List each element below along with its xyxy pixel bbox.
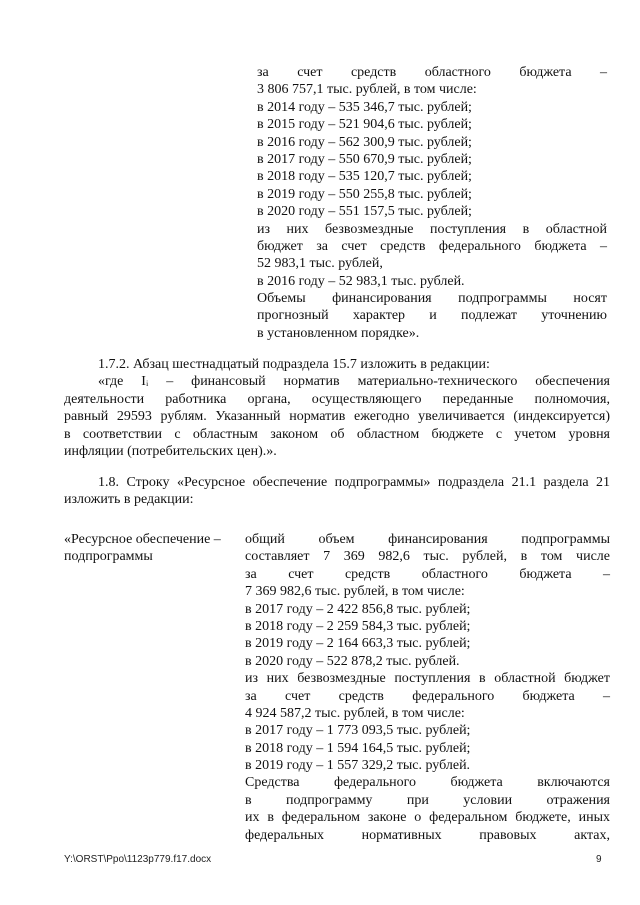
resource-row-label-line-1: «Ресурсное обеспечение – bbox=[64, 532, 221, 547]
funding-continuation-block bbox=[257, 64, 607, 342]
funding-line: в 2020 году – 551 157,5 тыс. рублей; bbox=[257, 204, 472, 220]
funding-line: бюджет за счет средств федерального бюджета – bbox=[257, 238, 607, 254]
resource-row-label bbox=[64, 531, 240, 566]
funding-line: 3 806 757,1 тыс. рублей, в том числе: bbox=[257, 82, 477, 98]
section-1-8-line-1: 1.8. Строку «Ресурсное обеспечение подпрограммы» подраздела 21.1 раздела 21 bbox=[98, 475, 610, 490]
section-1-8 bbox=[64, 474, 610, 509]
resource-line: составляет 7 369 982,6 тыс. рублей, в том числе bbox=[245, 549, 610, 565]
funding-line: в 2015 году – 521 904,6 тыс. рублей; bbox=[257, 117, 472, 133]
funding-line: из них безвозмездные поступления в областной bbox=[257, 221, 607, 237]
funding-line: в 2019 году – 550 255,8 тыс. рублей; bbox=[257, 186, 472, 202]
resource-line: за счет средств областного бюджета – bbox=[245, 566, 610, 582]
quote-line: инфляции (потребительских цен).». bbox=[64, 443, 277, 459]
quote-line: деятельности работника органа, осуществляющего переданные полномочия, bbox=[64, 391, 610, 407]
section-1-7-2-quote bbox=[64, 373, 610, 460]
quote-line: «где Iᵢ – финансовый норматив материально-технического обеспечения bbox=[98, 374, 610, 390]
resource-line: в 2019 году – 2 164 663,3 тыс. рублей; bbox=[245, 636, 471, 652]
resource-line: из них безвозмездные поступления в областной бюджет bbox=[245, 671, 610, 687]
resource-row-label-line-2: подпрограммы bbox=[64, 549, 153, 565]
funding-line: в установленном порядке». bbox=[257, 325, 420, 341]
section-1-7-2 bbox=[64, 356, 610, 460]
resource-row-text bbox=[245, 531, 610, 844]
resource-line: федеральных нормативных правовых актах, bbox=[245, 827, 610, 843]
resource-line: 4 924 587,2 тыс. рублей, в том числе: bbox=[245, 705, 465, 721]
quote-line: в соответствии с областным законом об областном бюджете с учетом уровня bbox=[64, 426, 610, 442]
resource-line: Средства федерального бюджета включаются bbox=[245, 775, 610, 791]
section-1-8-line-2: изложить в редакции: bbox=[64, 492, 194, 508]
resource-line: общий объем финансирования подпрограммы bbox=[245, 532, 610, 547]
resource-line: в 2020 году – 522 878,2 тыс. рублей. bbox=[245, 653, 460, 669]
resource-line: в подпрограмму при условии отражения bbox=[245, 792, 610, 808]
footer-file-path: Y:\ORST\Ppo\1123p779.f17.docx bbox=[64, 854, 212, 865]
quote-line: равный 29593 рублям. Указанный норматив ежегодно увеличивается (индексируется) bbox=[64, 409, 610, 425]
funding-line: в 2014 году – 535 346,7 тыс. рублей; bbox=[257, 99, 472, 115]
funding-line: в 2017 году – 550 670,9 тыс. рублей; bbox=[257, 151, 472, 167]
resource-line: 7 369 982,6 тыс. рублей, в том числе: bbox=[245, 584, 465, 600]
resource-line: в 2017 году – 2 422 856,8 тыс. рублей; bbox=[245, 601, 471, 617]
page-number: 9 bbox=[596, 854, 602, 865]
resource-line: их в федеральном законе о федеральном бюджете, иных bbox=[245, 810, 610, 826]
resource-line: в 2019 году – 1 557 329,2 тыс. рублей. bbox=[245, 758, 471, 774]
funding-line: в 2016 году – 52 983,1 тыс. рублей. bbox=[257, 273, 465, 289]
section-1-7-2-heading: 1.7.2. Абзац шестнадцатый подраздела 15.7 изложить в редакции: bbox=[98, 357, 490, 372]
resource-line: в 2018 году – 1 594 164,5 тыс. рублей; bbox=[245, 740, 471, 756]
resource-line: в 2018 году – 2 259 584,3 тыс. рублей; bbox=[245, 618, 471, 634]
funding-line: 52 983,1 тыс. рублей, bbox=[257, 256, 383, 272]
funding-line: за счет средств областного бюджета – bbox=[257, 65, 607, 80]
funding-line: Объемы финансирования подпрограммы носят bbox=[257, 291, 607, 307]
resource-line: в 2017 году – 1 773 093,5 тыс. рублей; bbox=[245, 723, 471, 739]
resource-line: за счет средств федерального бюджета – bbox=[245, 688, 610, 704]
funding-line: в 2018 году – 535 120,7 тыс. рублей; bbox=[257, 169, 472, 185]
funding-line: в 2016 году – 562 300,9 тыс. рублей; bbox=[257, 134, 472, 150]
funding-line: прогнозный характер и подлежат уточнению bbox=[257, 308, 607, 324]
